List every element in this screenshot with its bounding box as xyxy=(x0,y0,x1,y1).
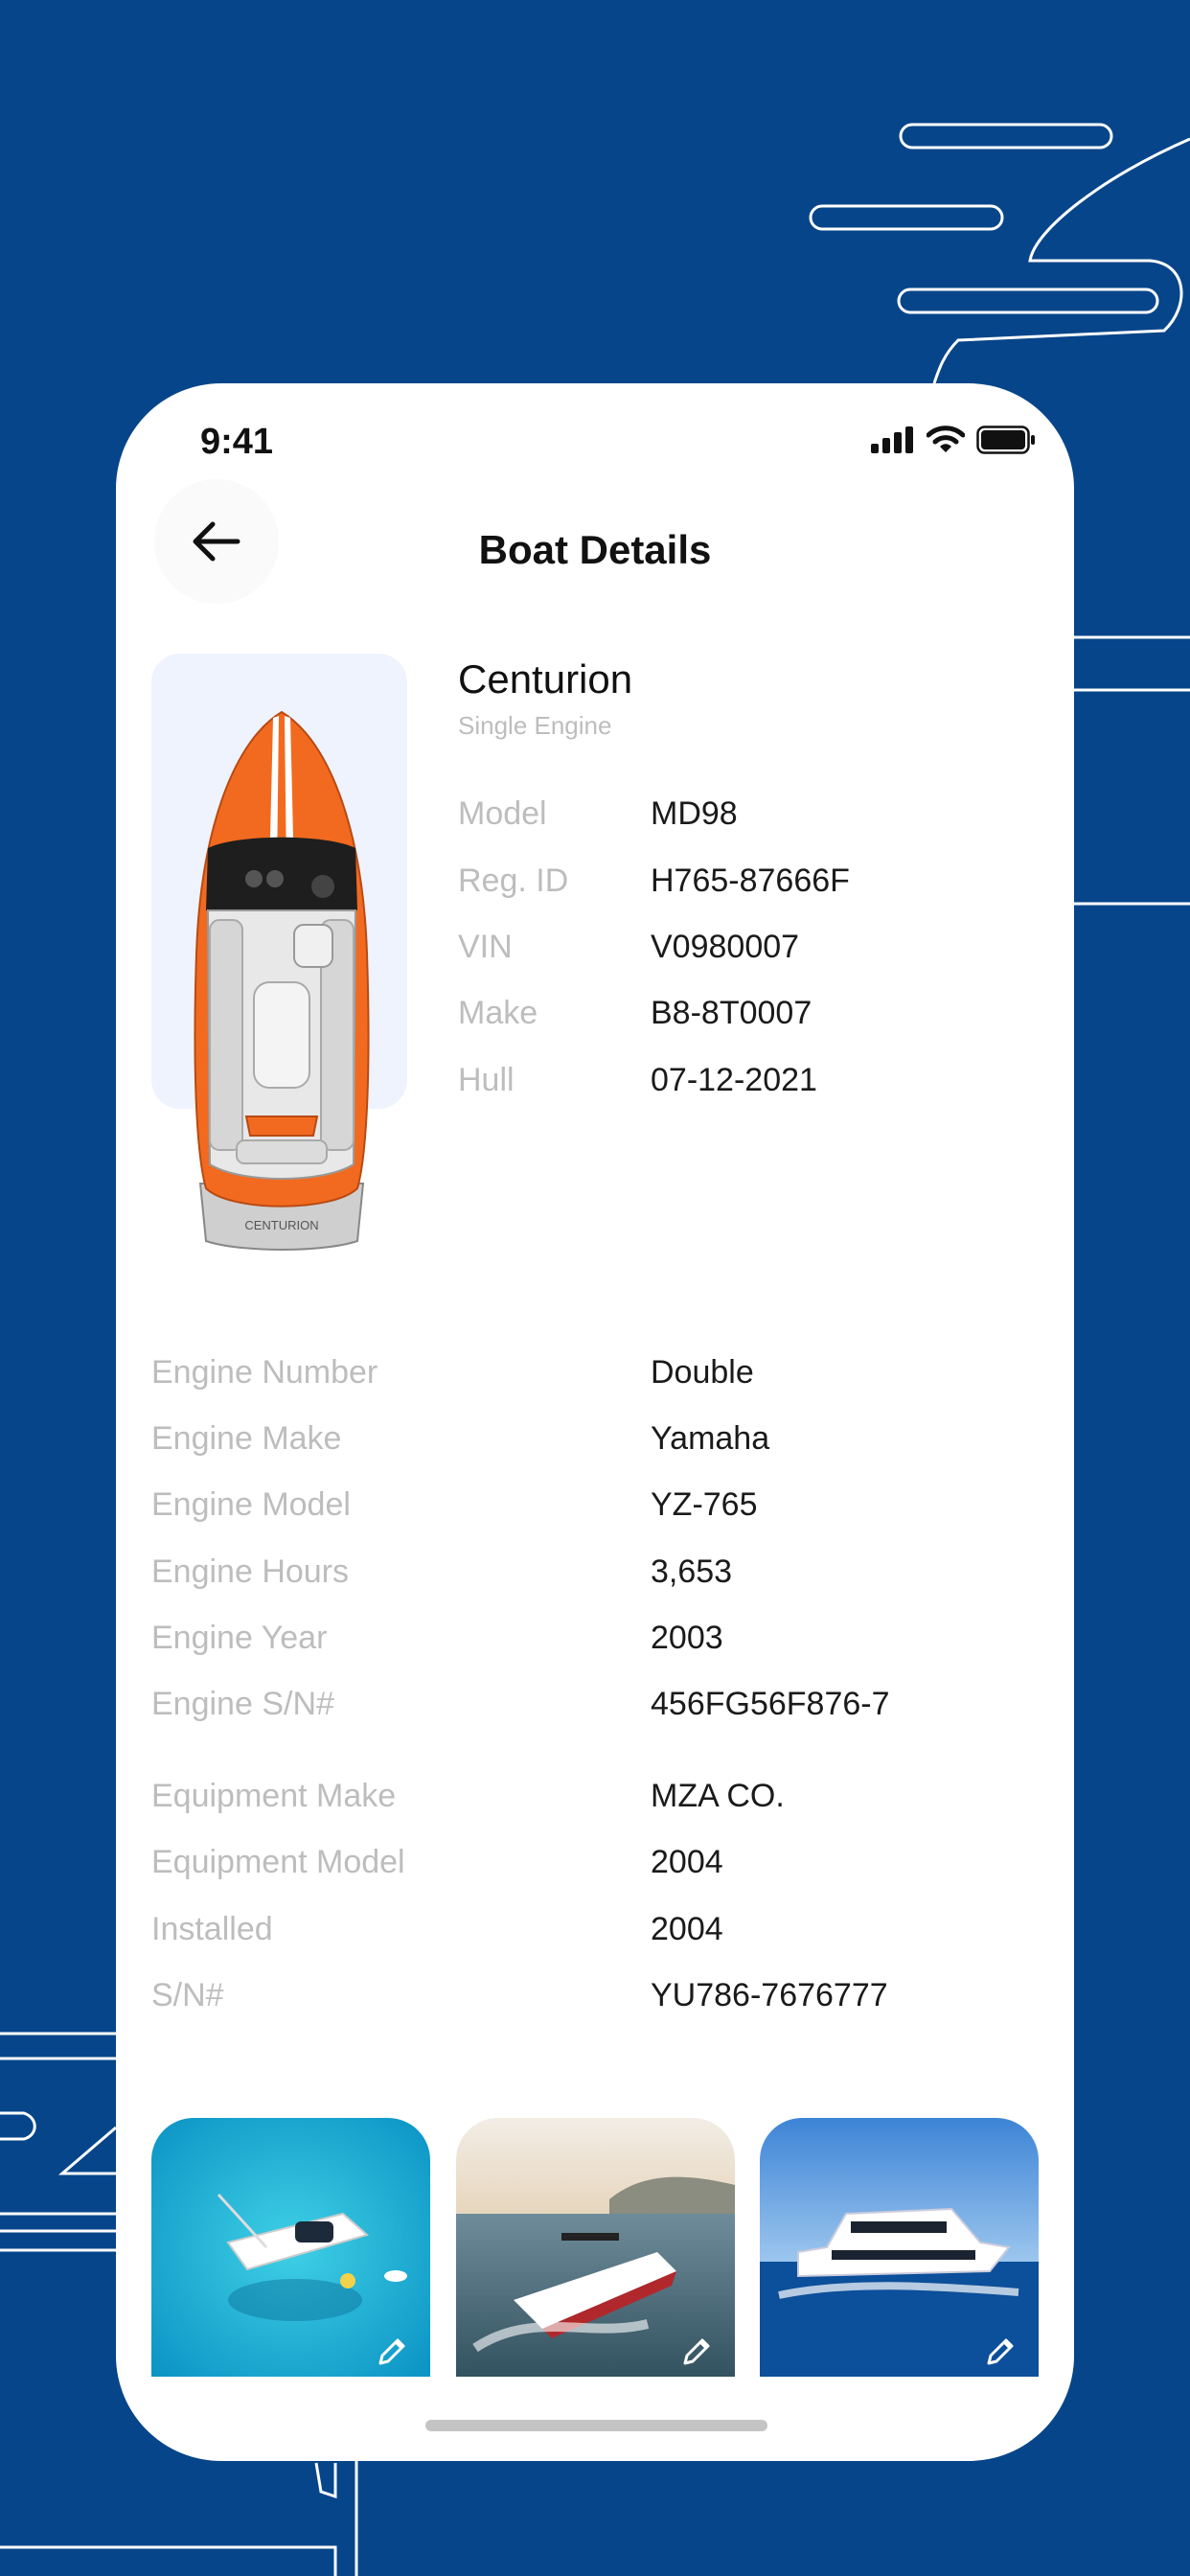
home-indicator[interactable] xyxy=(425,2420,767,2431)
detail-label: Equipment Make xyxy=(151,1778,397,1814)
equipment-row xyxy=(151,1841,1014,1883)
detail-value: 456FG56F876-7 xyxy=(651,1686,890,1722)
detail-label: Engine Number xyxy=(151,1354,378,1391)
detail-value: 3,653 xyxy=(651,1553,733,1590)
boat-engine-type: Single Engine xyxy=(458,711,612,740)
detail-value: YU786-7676777 xyxy=(651,1977,888,2013)
spec-value: 07-12-2021 xyxy=(651,1062,817,1098)
spec-value: B8-8T0007 xyxy=(651,995,812,1031)
phone-screen xyxy=(116,383,1074,2461)
detail-label: S/N# xyxy=(151,1977,224,2013)
detail-value: MZA CO. xyxy=(651,1778,785,1814)
spec-value: MD98 xyxy=(651,795,738,832)
battery-icon xyxy=(976,426,1036,454)
engine-row xyxy=(151,1683,1014,1725)
spec-label: Make xyxy=(458,995,538,1031)
wifi-icon xyxy=(927,426,965,454)
detail-value: 2004 xyxy=(651,1844,723,1880)
spec-label: Reg. ID xyxy=(458,862,569,899)
speedboat-photo[interactable] xyxy=(456,2118,735,2377)
detail-label: Engine Hours xyxy=(151,1553,350,1590)
cellular-signal-icon xyxy=(871,426,915,453)
status-time: 9:41 xyxy=(200,422,274,462)
engine-row xyxy=(151,1617,1014,1659)
pencil-icon[interactable] xyxy=(373,2333,411,2371)
engine-row xyxy=(151,1417,1014,1460)
engine-row xyxy=(151,1551,1014,1593)
detail-label: Installed xyxy=(151,1911,273,1947)
detail-value: YZ-765 xyxy=(651,1486,758,1523)
yacht-photo[interactable] xyxy=(760,2118,1039,2377)
aerial-sailboat-photo[interactable] xyxy=(151,2118,430,2377)
engine-row xyxy=(151,1351,1014,1393)
spec-value: V0980007 xyxy=(651,929,800,965)
spec-value: H765-87666F xyxy=(651,862,850,899)
detail-label: Engine S/N# xyxy=(151,1686,334,1722)
boat-topview-image xyxy=(179,704,384,1251)
detail-label: Engine Model xyxy=(151,1486,351,1523)
spec-label: Model xyxy=(458,795,547,832)
page-title: Boat Details xyxy=(478,527,712,572)
detail-value: Yamaha xyxy=(651,1420,770,1457)
status-icons xyxy=(871,426,1036,454)
spec-label: VIN xyxy=(458,929,513,965)
detail-label: Engine Make xyxy=(151,1420,342,1457)
detail-value: 2003 xyxy=(651,1620,723,1656)
boat-name: Centurion xyxy=(458,656,633,702)
engine-row xyxy=(151,1484,1014,1526)
detail-label: Equipment Model xyxy=(151,1844,405,1880)
equipment-row xyxy=(151,1775,1014,1817)
detail-label: Engine Year xyxy=(151,1620,328,1656)
detail-value: Double xyxy=(651,1354,754,1391)
spec-label: Hull xyxy=(458,1062,515,1098)
hull-text: CENTURION xyxy=(244,1218,319,1232)
equipment-row xyxy=(151,1908,1014,1950)
detail-value: 2004 xyxy=(651,1911,723,1947)
pencil-icon[interactable] xyxy=(981,2333,1019,2371)
equipment-row xyxy=(151,1974,1014,2016)
pencil-icon[interactable] xyxy=(677,2333,716,2371)
